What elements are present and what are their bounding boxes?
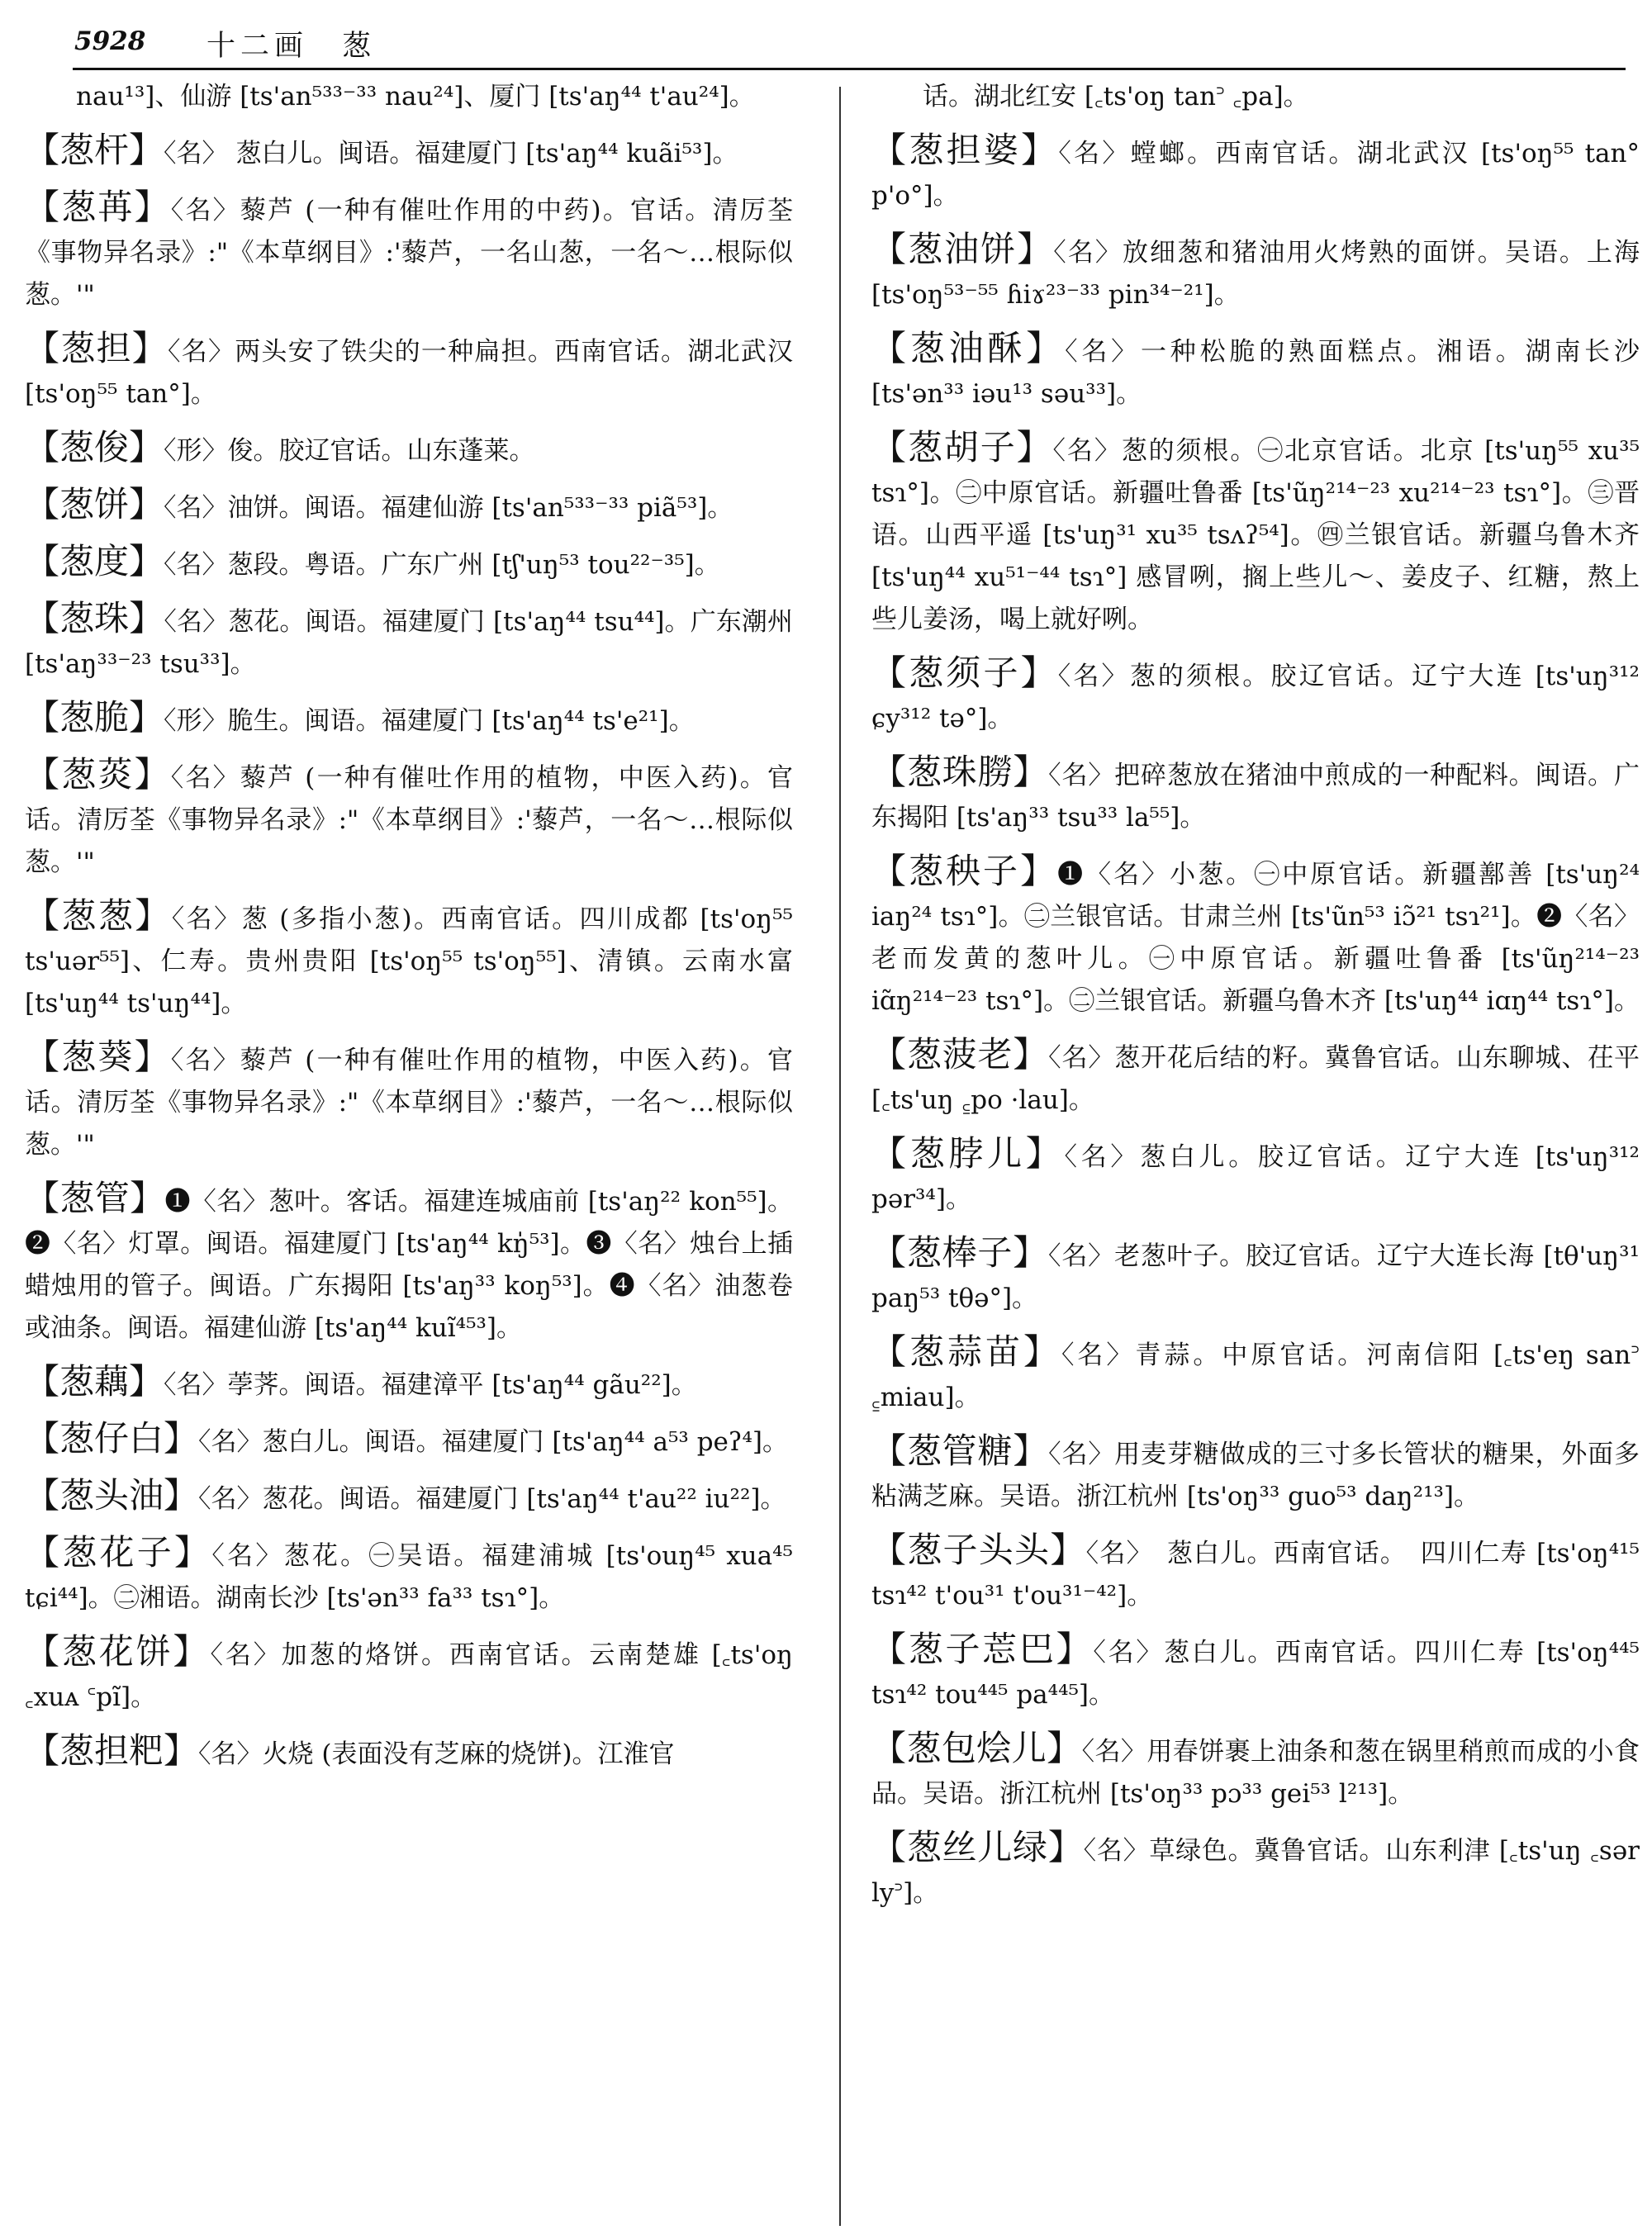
dictionary-entry <box>871 327 1640 415</box>
entry-definition: 〈名〉放细葱和猪油用火烤熟的面饼。吴语。上海 [ts'oŋ⁵³⁻⁵⁵ ɦiɤ²³⁻³³ pin³⁴⁻²¹]。 <box>871 238 1640 310</box>
dictionary-entry <box>871 1231 1640 1320</box>
entry-definition: 〈名〉葱花。闽语。福建厦门 [ts'aŋ⁴⁴ tsu⁴⁴]。广东潮州 [ts'aŋ³³⁻²³ tsu³³]。 <box>25 607 793 679</box>
dictionary-entry <box>25 597 793 686</box>
dictionary-entry <box>871 1826 1640 1914</box>
dictionary-entry <box>25 894 793 1025</box>
entry-headword: 【葱头油】 <box>25 1475 199 1516</box>
entry-definition: 〈名〉藜芦 (一种有催吐作用的植物，中医入药)。官话。清厉荃《事物异名录》:"《本草纲目》:'藜芦，一名～…根际似葱。'" <box>25 763 793 877</box>
dictionary-entry <box>871 1033 1640 1122</box>
dictionary-entry <box>871 751 1640 839</box>
entry-definition: 〈名〉火烧 (表面没有芝麻的烧饼)。江淮官 <box>198 1739 675 1769</box>
entry-definition: 〈名〉青蒜。中原官话。河南信阳 [꜀ts'eŋ san꜄ ꜁miau]。 <box>871 1340 1640 1412</box>
entry-definition: ❶〈名〉小葱。㊀中原官话。新疆鄯善 [ts'uŋ²⁴ iaŋ²⁴ tsɿ°]。㊁兰银官话。甘肃兰州 [ts'ũn⁵³ iɔ̃²¹ tsɿ²¹]。❷〈名〉老而发黄的葱叶儿。㊀中原官话。新疆吐鲁番 [ts'ũŋ²¹⁴⁻²³ iɑ̃ŋ²¹⁴⁻²³ tsɿ°]。㊁兰银官话。新疆乌鲁木齐 [ts'uŋ⁴⁴ iɑŋ⁴⁴ tsɿ°]。 <box>871 860 1640 1016</box>
entry-headword: 【葱子莣巴】 <box>871 1629 1094 1669</box>
entry-headword: 【葱须子】 <box>871 652 1058 693</box>
right-column <box>871 76 1640 1925</box>
dictionary-entry <box>25 1474 793 1521</box>
entry-headword: 【葱珠朥】 <box>871 752 1049 792</box>
dictionary-entry <box>871 1529 1640 1617</box>
entry-headword: 【葱葱】 <box>25 895 172 936</box>
entry-definition: 〈名〉荸荠。闽语。福建漳平 [ts'aŋ⁴⁴ gãu²²]。 <box>164 1370 697 1400</box>
entry-definition: 〈形〉俊。胶辽官话。山东蓬莱。 <box>164 436 535 466</box>
entry-headword: 【葱油饼】 <box>871 229 1054 269</box>
entry-definition: 〈名〉葱的须根。胶辽官话。辽宁大连 [ts'uŋ³¹² ɕy³¹² tə°]。 <box>871 662 1640 733</box>
page-number: 5928 <box>74 26 146 56</box>
entry-definition: ❶〈名〉葱叶。客话。福建连城庙前 [ts'aŋ²² kon⁵⁵]。❷〈名〉灯罩。闽语。福建厦门 [ts'aŋ⁴⁴ kŋ̍⁵³]。❸〈名〉烛台上插蜡烛用的管子。闽语。广东揭阳 [ts'aŋ³³ koŋ⁵³]。❹〈名〉油葱卷或油条。闽语。福建仙游 [ts'aŋ⁴⁴ kuĩ⁴⁵³]。 <box>25 1187 793 1343</box>
entry-definition: 〈名〉螳螂。西南官话。湖北武汉 [ts'oŋ⁵⁵ tan° p'o°]。 <box>871 139 1640 211</box>
entry-definition: 〈名〉把碎葱放在猪油中煎成的一种配料。闽语。广东揭阳 [ts'aŋ³³ tsu³³ la⁵⁵]。 <box>871 761 1640 833</box>
entry-headword: 【葱菼】 <box>25 754 171 795</box>
entry-headword: 【葱藕】 <box>25 1361 164 1402</box>
entry-definition: 〈名〉 葱白儿。闽语。福建厦门 [ts'aŋ⁴⁴ kuãi⁵³]。 <box>164 139 738 168</box>
dictionary-entry <box>871 1430 1640 1518</box>
entry-headword: 【葱管糖】 <box>871 1431 1049 1471</box>
entry-headword: 【葱管】 <box>25 1178 165 1218</box>
entry-continuation <box>871 76 1640 118</box>
dictionary-entry <box>871 850 1640 1022</box>
entry-headword: 【葱苒】 <box>25 187 171 227</box>
entry-definition: 〈名〉葱白儿。西南官话。四川仁寿 [ts'oŋ⁴⁴⁵ tsɿ⁴² tou⁴⁴⁵ pa⁴⁴⁵]。 <box>871 1638 1640 1710</box>
entry-headword: 【葱俊】 <box>25 427 164 467</box>
entry-definition: nau¹³]、仙游 [ts'an⁵³³⁻³³ nau²⁴]、厦门 [ts'aŋ⁴⁴ t'au²⁴]。 <box>76 82 755 112</box>
dictionary-entry <box>871 652 1640 740</box>
entry-headword: 【葱度】 <box>25 541 164 581</box>
dictionary-entry <box>25 129 793 175</box>
entry-headword: 【葱油酥】 <box>871 328 1066 368</box>
left-column <box>25 76 793 1786</box>
entry-headword: 【葱菠老】 <box>871 1034 1049 1075</box>
entry-headword: 【葱秧子】 <box>871 851 1058 891</box>
dictionary-entry <box>871 129 1640 217</box>
dictionary-entry <box>25 540 793 586</box>
entry-headword: 【葱子头头】 <box>871 1530 1086 1570</box>
entry-definition: 〈名〉葱白儿。胶辽官话。辽宁大连 [ts'uŋ³¹² pər³⁴]。 <box>871 1142 1640 1214</box>
entry-headword: 【葱花子】 <box>25 1532 212 1573</box>
entry-definition: 〈名〉葱的须根。㊀北京官话。北京 [ts'uŋ⁵⁵ xu³⁵ tsɿ°]。㊁中原官话。新疆吐鲁番 [ts'ũŋ²¹⁴⁻²³ xu²¹⁴⁻²³ tsɿ°]。㊂晋语。山西平遥 [ts'uŋ³¹ xu³⁵ tsʌʔ⁵⁴]。㊃兰银官话。新疆乌鲁木齐 [ts'uŋ⁴⁴ xu⁵¹⁻⁴⁴ tsɿ°] 感冒咧，搁上些儿～、姜皮子、红糖，熬上些儿姜汤，喝上就好咧。 <box>871 436 1640 634</box>
dictionary-entry <box>871 426 1640 641</box>
dictionary-entry <box>871 1628 1640 1716</box>
entry-definition: 〈名〉用麦芽糖做成的三寸多长管状的糖果，外面多粘满芝麻。吴语。浙江杭州 [ts'oŋ³³ guo⁵³ daŋ²¹³]。 <box>871 1440 1640 1511</box>
entry-definition: 〈名〉葱 (多指小葱)。西南官话。四川成都 [ts'oŋ⁵⁵ ts'uər⁵⁵]、仁寿。贵州贵阳 [ts'oŋ⁵⁵ ts'oŋ⁵⁵]、清镇。云南水富 [ts'uŋ⁴⁴ ts'uŋ⁴⁴]。 <box>25 904 793 1018</box>
dictionary-entry <box>25 1630 793 1719</box>
header-rule <box>73 68 1626 70</box>
entry-definition: 〈名〉葱花。㊀吴语。福建浦城 [ts'ouŋ⁴⁵ xua⁴⁵ tɕi⁴⁴]。㊁湘语。湖南长沙 [ts'ən³³ fa³³ tsɿ°]。 <box>25 1541 793 1613</box>
entry-definition: 〈形〉脆生。闽语。福建厦门 [ts'aŋ⁴⁴ ts'e²¹]。 <box>164 706 695 736</box>
dictionary-entry <box>25 426 793 472</box>
entry-definition: 话。湖北红安 [꜀ts'oŋ tan꜄ ꜀pa]。 <box>923 82 1309 112</box>
dictionary-entry <box>25 1177 793 1350</box>
entry-continuation <box>25 76 793 118</box>
entry-definition: 〈名〉油饼。闽语。福建仙游 [ts'an⁵³³⁻³³ piã⁵³]。 <box>164 493 733 523</box>
dictionary-entry <box>25 1729 793 1776</box>
dictionary-entry <box>871 228 1640 316</box>
entry-headword: 【葱脆】 <box>25 697 164 738</box>
entry-headword: 【葱担】 <box>25 328 168 368</box>
entry-headword: 【葱仔白】 <box>25 1418 199 1459</box>
dictionary-entry <box>25 1531 793 1620</box>
entry-headword: 【葱担粑】 <box>25 1730 199 1771</box>
dictionary-entry <box>25 186 793 316</box>
entry-headword: 【葱胡子】 <box>871 427 1053 467</box>
entry-definition: 〈名〉葱段。粤语。广东广州 [tʃ'uŋ⁵³ tou²²⁻³⁵]。 <box>164 550 720 580</box>
entry-definition: 〈名〉藜芦 (一种有催吐作用的中药)。官话。清厉荃《事物异名录》:"《本草纲目》:'藜芦，一名山葱，一名～…根际似葱。'" <box>25 196 793 310</box>
entry-definition: 〈名〉一种松脆的熟面糕点。湘语。湖南长沙 [ts'ən³³ iəu¹³ səu³³]。 <box>871 337 1640 409</box>
dictionary-entry <box>25 696 793 743</box>
entry-definition: 〈名〉用春饼裹上油条和葱在锅里稍煎而成的小食品。吴语。浙江杭州 [ts'oŋ³³ pɔ³³ gei⁵³ l²¹³]。 <box>871 1737 1640 1809</box>
entry-definition: 〈名〉葱白儿。闽语。福建厦门 [ts'aŋ⁴⁴ a⁵³ peʔ⁴]。 <box>198 1427 789 1457</box>
entry-headword: 【葱花饼】 <box>25 1631 211 1672</box>
entry-definition: 〈名〉两头安了铁尖的一种扁担。西南官话。湖北武汉 [ts'oŋ⁵⁵ tan°]。 <box>25 337 793 409</box>
page-header <box>74 18 1627 69</box>
entry-definition: 〈名〉 葱白儿。西南官话。 四川仁寿 [ts'oŋ⁴¹⁵ tsɿ⁴² t'ou³¹ t'ou³¹⁻⁴²]。 <box>871 1539 1640 1611</box>
entry-headword: 【葱葵】 <box>25 1037 171 1077</box>
entry-headword: 【葱珠】 <box>25 598 164 638</box>
dictionary-entry <box>25 1417 793 1464</box>
dictionary-entry <box>25 483 793 529</box>
dictionary-entry <box>25 753 793 884</box>
section-title: 十二画 葱 <box>206 30 377 63</box>
entry-headword: 【葱丝儿绿】 <box>871 1827 1084 1867</box>
dictionary-entry <box>871 1727 1640 1815</box>
entry-headword: 【葱包烩儿】 <box>871 1728 1082 1768</box>
entry-definition: 〈名〉葱开花后结的籽。冀鲁官话。山东聊城、茌平 [꜀ts'uŋ ꜁po ·lau]。 <box>871 1043 1640 1115</box>
entry-headword: 【葱饼】 <box>25 484 164 524</box>
column-divider <box>839 87 841 2226</box>
entry-headword: 【葱脖儿】 <box>871 1133 1065 1174</box>
entry-headword: 【葱棒子】 <box>871 1232 1049 1273</box>
entry-definition: 〈名〉老葱叶子。胶辽官话。辽宁大连长海 [tθ'uŋ³¹ paŋ⁵³ tθə°]。 <box>871 1241 1640 1313</box>
entry-headword: 【葱杆】 <box>25 130 164 170</box>
entry-definition: 〈名〉加葱的烙饼。西南官话。云南楚雄 [꜀ts'oŋ ꜀xuᴀ ꜂pĩ]。 <box>25 1640 793 1712</box>
entry-headword: 【葱蒜苗】 <box>871 1331 1061 1372</box>
dictionary-entry <box>871 1331 1640 1419</box>
entry-definition: 〈名〉葱花。闽语。福建厦门 [ts'aŋ⁴⁴ t'au²² iu²²]。 <box>198 1484 786 1514</box>
entry-headword: 【葱担婆】 <box>871 130 1059 170</box>
entry-definition: 〈名〉藜芦 (一种有催吐作用的植物，中医入药)。官话。清厉荃《事物异名录》:"《本草纲目》:'藜芦，一名～…根际似葱。'" <box>25 1046 793 1160</box>
dictionary-entry <box>25 327 793 415</box>
dictionary-entry <box>25 1036 793 1166</box>
entry-definition: 〈名〉草绿色。冀鲁官话。山东利津 [꜀ts'uŋ ꜀sər ly꜄]。 <box>871 1836 1640 1908</box>
dictionary-entry <box>25 1360 793 1407</box>
dictionary-entry <box>871 1132 1640 1221</box>
